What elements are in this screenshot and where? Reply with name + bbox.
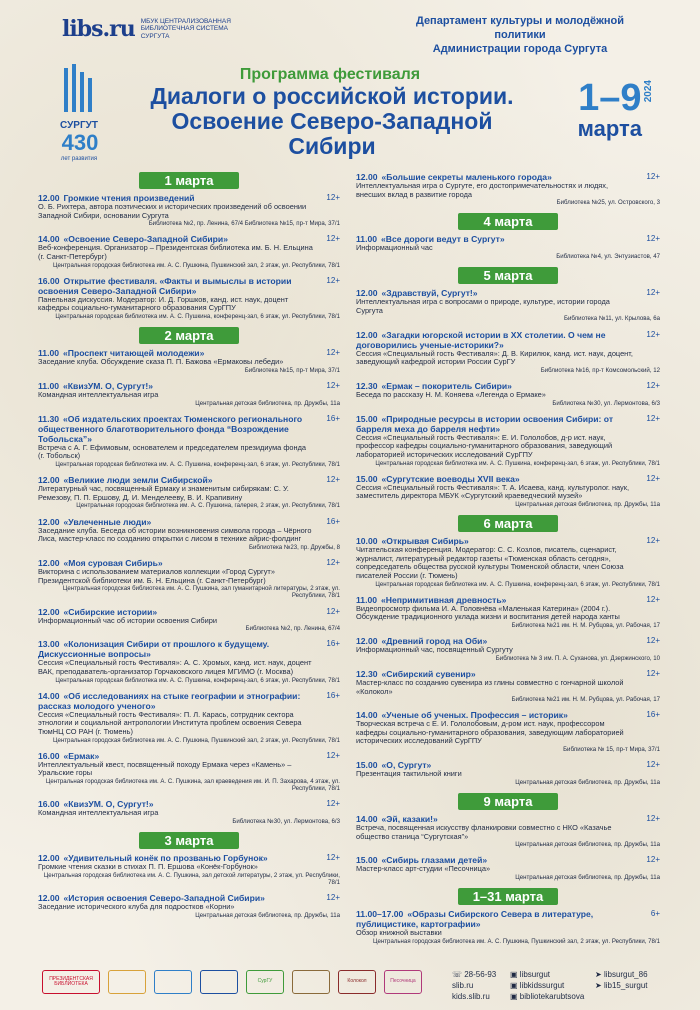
partner-logo: ПРЕЗИДЕНТСКАЯ БИБЛИОТЕКА bbox=[42, 970, 100, 994]
event-description: Обзор книжной выставки bbox=[356, 928, 442, 938]
event-time: 15.00 bbox=[356, 473, 378, 484]
age-rating: 12+ bbox=[326, 234, 340, 244]
partner-logo: СурГУ bbox=[246, 970, 284, 994]
partner-logos bbox=[42, 970, 422, 994]
vk-links bbox=[510, 969, 584, 1002]
event-title-row bbox=[356, 414, 634, 434]
event-title: Громкие чтения произведений bbox=[63, 193, 195, 203]
event-item bbox=[38, 193, 340, 227]
event-item bbox=[356, 909, 660, 945]
dates-month: марта bbox=[577, 116, 642, 141]
city-logo-caption: лет развития bbox=[60, 156, 98, 162]
event-description: Мастер-класс по созданию сувенира из глины совместно с гончарной школой «Колокол» bbox=[356, 677, 624, 696]
event-item bbox=[38, 799, 340, 825]
event-time: 15.00 bbox=[356, 855, 378, 866]
day-section bbox=[38, 832, 340, 919]
event-title: «Сибирские истории» bbox=[63, 606, 158, 617]
event-time: 12.00 bbox=[38, 193, 60, 203]
city-logo-name: СУРГУТ bbox=[60, 120, 98, 131]
event-location: Центральная детская библиотека, пр. Дружбы, 11а bbox=[515, 874, 660, 882]
age-rating: 12+ bbox=[646, 814, 660, 824]
day-section bbox=[356, 267, 660, 508]
event-location: Библиотека №25, ул. Островского, 3 bbox=[556, 199, 660, 207]
event-title: «Удивительный конёк по прозванью Горбунок» bbox=[63, 853, 268, 864]
age-rating: 12+ bbox=[326, 193, 340, 202]
event-title: «Об издательских проектах Тюменского регионального общественного благотворительного фонда “Возрождение Тобольска”» bbox=[38, 413, 303, 444]
vk-icon: ▣ bbox=[510, 970, 520, 979]
title-line-1: Диалоги о российской истории. bbox=[150, 83, 514, 109]
event-item bbox=[356, 288, 660, 322]
event-title: «Освоение Северо-Западной Сибири» bbox=[63, 234, 228, 245]
event-location: Центральная городская библиотека им. А. С. Пушкина, галерея, 2 этаж, ул. Республики, 78/1 bbox=[76, 502, 340, 510]
site-link-2[interactable]: kids.slib.ru bbox=[452, 992, 490, 1001]
event-description: Заседание клуба. Беседа об истории возникновения символа города – Чёрного Лиса, мастер-класс по созданию открытки с лисом в технике айрис-фолдинг bbox=[38, 525, 312, 544]
event-description: Громкие чтения сказки в стихах П. П. Ершова «Конёк-Горбунок» bbox=[38, 862, 258, 872]
event-time: 12.00 bbox=[38, 606, 60, 617]
event-title: «Моя суровая Сибирь» bbox=[63, 557, 163, 568]
event-description: Сессия «Специальный гость Фестиваля»: Т. А. Исаева, канд. культуролог. наук, заместитель директора МБУК «Сургутский краеведческий музей» bbox=[356, 482, 630, 501]
age-rating: 12+ bbox=[326, 557, 340, 567]
event-title: «Об исследованиях на стыке географии и этнографии: рассказ молодого ученого» bbox=[38, 690, 301, 711]
event-title: «Сибирский сувенир» bbox=[381, 668, 476, 679]
event-location: Центральная детская библиотека, пр. Дружбы, 11а bbox=[515, 778, 660, 786]
event-item bbox=[356, 636, 660, 662]
event-time: 11.00 bbox=[38, 348, 60, 359]
day-heading: 2 марта bbox=[139, 327, 239, 344]
event-title-row bbox=[38, 276, 314, 296]
event-location: Центральная детская библиотека, пр. Дружбы, 11а bbox=[195, 911, 340, 919]
event-item bbox=[356, 172, 660, 206]
event-item bbox=[38, 381, 340, 407]
event-time: 14.00 bbox=[38, 234, 60, 245]
program-label: Программа фестиваля bbox=[239, 66, 421, 83]
event-location: Библиотека №30, ул. Лермонтова, 6/3 bbox=[232, 817, 340, 825]
event-title: «Открывая Сибирь» bbox=[381, 536, 469, 547]
event-item bbox=[356, 536, 660, 588]
age-rating: 12+ bbox=[646, 594, 660, 604]
event-time: 15.00 bbox=[356, 760, 378, 771]
event-description: Интеллектуальный квест, посвященный походу Ермака через «Камень» – Уральские горы bbox=[38, 759, 292, 778]
event-location: Библиотека №16, пр-т Комсомольский, 12 bbox=[540, 366, 660, 374]
event-item bbox=[38, 751, 340, 793]
site-link-1[interactable]: slib.ru bbox=[452, 981, 474, 990]
event-description: Встреча с А. Г. Ефимовым, основателем и председателем президиума фонда (г. Тобольск) bbox=[38, 442, 307, 461]
age-rating: 12+ bbox=[326, 380, 340, 390]
event-item bbox=[38, 893, 340, 919]
event-time: 13.00 bbox=[38, 639, 60, 650]
day-heading: 5 марта bbox=[458, 267, 558, 284]
tg-link-1[interactable]: libsurgut_86 bbox=[603, 970, 648, 979]
event-location: Библиотека № 3 им. П. А. Суханова, ул. Дзержинского, 10 bbox=[495, 654, 660, 662]
department-block bbox=[390, 14, 650, 56]
event-time: 16.00 bbox=[38, 799, 60, 810]
event-title: «Увлеченные люди» bbox=[63, 516, 152, 527]
day-section bbox=[38, 172, 340, 320]
event-title-row bbox=[356, 330, 634, 350]
event-location: Библиотека №11, ул. Крылова, 6а bbox=[564, 315, 660, 323]
age-rating: 12+ bbox=[646, 288, 660, 298]
event-item bbox=[38, 558, 340, 600]
partner-logo bbox=[154, 970, 192, 994]
event-location: Библиотека №2, пр. Ленина, 67/4 bbox=[245, 625, 340, 633]
event-title-row bbox=[356, 909, 634, 929]
schedule-column-right bbox=[356, 172, 660, 952]
event-description: Литературный час, посвященный Ермаку и знаменитым сибирякам: С. У. Ремезову, П. П. Ершову, Д. И. Менделееву, В. И. Крапивину bbox=[38, 484, 289, 502]
event-title-row bbox=[38, 691, 314, 711]
event-title: «История освоения Северо-Западной Сибири» bbox=[63, 893, 265, 904]
day-heading: 1–31 марта bbox=[458, 888, 558, 905]
event-title: «Образы Сибирского Севера в литературе, публицистике, картографии» bbox=[356, 909, 594, 930]
event-time: 14.00 bbox=[356, 814, 378, 825]
age-rating: 12+ bbox=[646, 636, 660, 646]
telegram-links bbox=[595, 969, 648, 991]
event-item bbox=[38, 517, 340, 551]
age-rating: 12+ bbox=[326, 475, 340, 485]
event-item bbox=[356, 381, 660, 407]
event-description: Информационный час bbox=[356, 243, 433, 253]
event-location: Центральная городская библиотека им. А. С. Пушкина, конференц-зал, 6 этаж, ул. Республики, 78/1 bbox=[375, 459, 660, 467]
age-rating: 12+ bbox=[326, 275, 340, 285]
event-description: Читательская конференция. Модератор: С. С. Козлов, писатель, сценарист, журналист, литературный редактор газеты «Тюменская область сегодня», сопредседатель общества русской культуры Тюменской области, член Союза писателей России (г. Тюмень) bbox=[356, 545, 624, 580]
event-item bbox=[38, 607, 340, 633]
header bbox=[0, 0, 700, 180]
event-item bbox=[38, 348, 340, 374]
event-description: Командная интеллектуальная игра bbox=[38, 808, 159, 818]
event-location: Библиотека №23, пр. Дружбы, 8 bbox=[249, 543, 340, 551]
event-location: Центральная городская библиотека им. А. С. Пушкина, конференц-зал, 6 этаж, ул. Республики, 78/1 bbox=[55, 676, 340, 684]
event-location: Центральная детская библиотека, пр. Дружбы, 11а bbox=[515, 500, 660, 508]
event-title-row bbox=[38, 639, 314, 659]
age-rating: 12+ bbox=[326, 853, 340, 863]
age-rating: 12+ bbox=[646, 413, 660, 423]
event-location: Библиотека №4, ул. Энтузиастов, 47 bbox=[556, 252, 660, 260]
event-title: «Проспект читающей молодежи» bbox=[63, 348, 205, 359]
event-time: 12.00 bbox=[38, 853, 60, 864]
event-title: «Ученые об ученых. Профессия – историк» bbox=[381, 710, 568, 721]
event-title: «Сибирь глазами детей» bbox=[381, 855, 488, 866]
contacts bbox=[452, 969, 496, 1002]
day-section bbox=[356, 515, 660, 786]
library-logo bbox=[62, 16, 251, 42]
partner-logo: Песочница bbox=[384, 970, 422, 994]
partner-logo bbox=[200, 970, 238, 994]
age-rating: 12+ bbox=[646, 536, 660, 546]
day-section bbox=[356, 888, 660, 945]
event-description: Интеллектуальная игра о Сургуте, его достопримечательностях и людях, внесших вклад в развитие города bbox=[356, 181, 609, 199]
event-location: Центральная городская библиотека им. А. С. Пушкина, Пушкинский зал, 2 этаж, ул. Республики, 78/1 bbox=[373, 937, 660, 945]
event-title: «КвизУМ. О, Сургут!» bbox=[63, 380, 154, 391]
age-rating: 16+ bbox=[326, 639, 340, 649]
age-rating: 12+ bbox=[646, 329, 660, 339]
event-title: «Ермак – покоритель Сибири» bbox=[381, 380, 512, 391]
event-title-row bbox=[38, 414, 314, 444]
event-location: Центральная городская библиотека им. А. С. Пушкина, конференц-зал, 6 этаж, ул. Республики, 78/1 bbox=[55, 312, 340, 320]
event-item bbox=[356, 710, 660, 753]
event-item bbox=[356, 595, 660, 629]
title-line-3: Сибири bbox=[288, 133, 376, 159]
event-item bbox=[356, 814, 660, 848]
dates-range: 1–9 bbox=[578, 77, 642, 119]
event-description: Командная интеллектуальная игра bbox=[38, 389, 159, 399]
partner-logo: Колокол bbox=[338, 970, 376, 994]
event-location: Центральная городская библиотека им. А. С. Пушкина, Пушкинский зал, 2 этаж, ул. Республики, 78/1 bbox=[53, 736, 340, 744]
event-item bbox=[38, 639, 340, 683]
event-location: Центральная детская библиотека, пр. Дружбы, 11а bbox=[515, 841, 660, 849]
event-title: «Все дороги ведут в Сургут» bbox=[381, 234, 505, 245]
event-description: Информационный час, посвященный Сургуту bbox=[356, 645, 513, 655]
vk-link-3[interactable]: bibliotekarubtsova bbox=[519, 992, 585, 1001]
event-description: Веб-конференция. Организатор – Президентская библиотека им. Б. Н. Ельцина (г. Санкт-Петербург) bbox=[38, 243, 313, 261]
event-time: 12.00 bbox=[356, 288, 378, 299]
event-title: Открытие фестиваля. «Факты и вымыслы в истории освоения Северо-Западной Сибири» bbox=[38, 275, 292, 296]
age-rating: 16+ bbox=[326, 690, 340, 700]
event-description: Заседание клуба. Обсуждение сказа П. П. Бажова «Ермаковы лебеди» bbox=[38, 357, 284, 367]
event-title: «Природные ресурсы в истории освоения Сибири: от барреля меха до барреля нефти» bbox=[356, 413, 614, 434]
event-time: 14.00 bbox=[356, 710, 378, 721]
event-title: «Загадки югорской истории в XX столетии. О чем не договорились ученые-историки?» bbox=[356, 329, 606, 350]
day-section bbox=[38, 327, 340, 825]
event-description: Панельная дискуссия. Модератор: И. Д. Горшков, канд. ист. наук, доцент кафедры социально-гуманитарного образования СурГПУ bbox=[38, 294, 289, 313]
event-title: «Эй, казаки!» bbox=[381, 814, 438, 825]
event-title: «Сургутские воеводы XVII века» bbox=[381, 473, 520, 484]
event-time: 16.00 bbox=[38, 275, 60, 286]
day-heading: 1 марта bbox=[139, 172, 239, 189]
event-item bbox=[356, 760, 660, 786]
age-rating: 12+ bbox=[646, 234, 660, 244]
event-location: Центральная городская библиотека им. А. С. Пушкина, зал краеведения им. И. П. Захарова, 4 этаж, ул. Республики, 78/1 bbox=[45, 777, 340, 793]
event-description: Беседа по рассказу Н. М. Коняева «Легенда о Ермаке» bbox=[356, 389, 546, 399]
event-description: Сессия «Специальный гость Фестиваля»: Д. В. Кирилюк, канд. ист. наук, доцент, заведующий кафедрой истории России СурГУ bbox=[356, 348, 633, 367]
day-heading: 6 марта bbox=[458, 515, 558, 532]
event-item bbox=[356, 414, 660, 467]
event-location: Центральная городская библиотека им. А. С. Пушкина, конференц-зал, 6 этаж, ул. Республики, 78/1 bbox=[375, 580, 660, 588]
event-item bbox=[38, 475, 340, 509]
age-rating: 12+ bbox=[326, 750, 340, 760]
event-title: «КвизУМ. О, Сургут!» bbox=[63, 799, 154, 810]
event-description: Видеопросмотр фильма И. А. Головнёва «Маленькая Катерина» (2004 г.). Обсуждение традиционного уклада жизни и воспитания детей народа ханты bbox=[356, 603, 620, 622]
event-location: Центральная детская библиотека, пр. Дружбы, 11а bbox=[195, 399, 340, 407]
event-time: 11.00 bbox=[38, 380, 60, 391]
event-description: Презентация тактильной книги bbox=[356, 769, 462, 779]
event-item bbox=[356, 330, 660, 374]
event-title: «Великие люди земли Сибирской» bbox=[63, 475, 213, 486]
event-location: Библиотека №21 им. Н. М. Рубцова, ул. Рабочая, 17 bbox=[511, 621, 660, 629]
age-rating: 16+ bbox=[326, 413, 340, 423]
title-line-2: Освоение Северо-Западной bbox=[171, 108, 493, 134]
event-location: Центральная городская библиотека им. А. С. Пушкина, конференц-зал, 6 этаж, ул. Республики, 78/1 bbox=[55, 460, 340, 468]
event-time: 11.30 bbox=[38, 413, 60, 424]
event-time: 12.00 bbox=[38, 475, 60, 486]
event-description: О. Б. Рихтера, автора поэтических и исторических произведений об освоении Западной Сибири, основании Сургута bbox=[38, 202, 307, 220]
dates-year: 2024 bbox=[643, 80, 654, 103]
event-description: Интеллектуальная игра с вопросами о природе, культуре, истории города Сургута bbox=[356, 297, 610, 315]
event-item bbox=[356, 669, 660, 703]
event-description: Викторина с использованием материалов коллекции «Город Сургут» Президентской библиотеки им. Б. Н. Ельцина (г. Санкт-Петербург) bbox=[38, 566, 275, 585]
vk-icon: ▣ bbox=[510, 992, 520, 1001]
event-time: 12.00 bbox=[356, 329, 378, 340]
age-rating: 12+ bbox=[646, 172, 660, 181]
event-item bbox=[356, 474, 660, 508]
phone: ☏ 28-56-93 bbox=[452, 970, 497, 979]
surgut-430-logo bbox=[50, 62, 108, 172]
event-title: «Большие секреты маленького города» bbox=[381, 172, 552, 182]
age-rating: 12+ bbox=[326, 606, 340, 616]
library-logo-mark: libs.ru bbox=[62, 16, 135, 42]
event-description: Мастер-класс арт-студии «Песочница» bbox=[356, 864, 491, 874]
event-time: 12.30 bbox=[356, 668, 378, 679]
event-item bbox=[38, 853, 340, 886]
age-rating: 12+ bbox=[646, 668, 660, 678]
event-time: 11.00–17.00 bbox=[356, 909, 404, 920]
event-description: Информационный час об истории освоения Сибири bbox=[38, 615, 217, 625]
festival-title bbox=[112, 84, 552, 159]
event-description: Сессия «Специальный гость Фестиваля»: А. С. Хромых, канд. ист. наук, доцент ВАК, преподаватель-организатор Горчаковского лицея МГИМО (г. Москва) bbox=[38, 658, 312, 676]
event-location: Центральная городская библиотека им. А. С. Пушкина, зал гуманитарной литературы, 2 этаж, ул. Республики, 78/1 bbox=[62, 585, 340, 600]
event-location: Центральная городская библиотека им. А. С. Пушкина, Пушкинский зал, 2 этаж, ул. Республики, 78/1 bbox=[53, 261, 340, 269]
department-line-1: Департамент культуры и молодёжной политики bbox=[415, 15, 625, 41]
event-description: Заседание исторического клуба для подростков «Корни» bbox=[38, 902, 235, 912]
event-description: Творческая встреча с Е. И. Гололобовым, д-ром ист. наук, профессором кафедры социально-гуманитарного образования, заведующим лабораторией исторических исследований СурГПУ bbox=[356, 719, 624, 746]
event-title: «Непримитивная древность» bbox=[381, 594, 507, 605]
day-section bbox=[356, 793, 660, 881]
event-time: 12.00 bbox=[356, 636, 378, 647]
event-item bbox=[356, 234, 660, 260]
city-logo-number: 430 bbox=[61, 130, 99, 155]
event-time: 12.00 bbox=[356, 172, 378, 182]
partner-logo bbox=[108, 970, 146, 994]
schedule-column-left bbox=[38, 172, 340, 926]
day-heading: 9 марта bbox=[458, 793, 558, 810]
event-description: Сессия «Специальный гость Фестиваля»: Е. И. Гололобов, д-р ист. наук, профессор кафедры социально-гуманитарного образования, заведующий лабораторией исторических исследований СурГПУ bbox=[356, 432, 613, 459]
event-description: Сессия «Специальный гость Фестиваля»: П. Л. Карась, сотрудник сектора этнологии и социальной антропологии Института проблем освоения Севера ТюмНЦ СО РАН (г. Тюмень) bbox=[38, 709, 302, 736]
age-rating: 12+ bbox=[646, 760, 660, 770]
telegram-icon: ➤ bbox=[595, 970, 604, 979]
vk-icon: ▣ bbox=[510, 981, 520, 990]
day-heading: 4 марта bbox=[458, 213, 558, 230]
vk-link-1[interactable]: libsurgut bbox=[519, 970, 551, 979]
event-location: Библиотека №30, ул. Лермонтова, 6/3 bbox=[552, 399, 660, 407]
event-time: 16.00 bbox=[38, 750, 60, 761]
event-location: Центральная городская библиотека им. А. С. Пушкина, зал детской литературы, 2 этаж, ул. Республики, 78/1 bbox=[43, 871, 340, 886]
event-time: 11.00 bbox=[356, 594, 378, 605]
event-title: «Ермак» bbox=[63, 750, 100, 761]
tg-link-2[interactable]: lib15_surgut bbox=[603, 981, 648, 990]
event-time: 12.00 bbox=[38, 516, 60, 527]
day-section bbox=[356, 172, 660, 206]
event-description: Встреча, посвященная искусству фланкировки совместно с НКО «Казачье общество станица “Сургутская”» bbox=[356, 823, 612, 841]
footer bbox=[0, 968, 700, 1010]
event-title: «О, Сургут» bbox=[381, 760, 432, 771]
event-item bbox=[356, 855, 660, 881]
event-title: «Здравствуй, Сургут!» bbox=[381, 288, 478, 299]
event-item bbox=[38, 276, 340, 320]
age-rating: 6+ bbox=[650, 909, 660, 919]
event-time: 10.00 bbox=[356, 536, 378, 547]
age-rating: 12+ bbox=[646, 380, 660, 390]
event-time: 12.30 bbox=[356, 380, 378, 391]
age-rating: 16+ bbox=[326, 516, 340, 526]
event-item bbox=[38, 691, 340, 744]
age-rating: 12+ bbox=[326, 348, 340, 358]
age-rating: 12+ bbox=[326, 893, 340, 903]
event-location: Библиотека №2, пр. Ленина, 67/4 Библиотека №15, пр-т Мира, 37/1 bbox=[148, 220, 340, 228]
event-time: 15.00 bbox=[356, 413, 378, 424]
day-section bbox=[356, 213, 660, 260]
event-time: 14.00 bbox=[38, 690, 60, 701]
vk-link-2[interactable]: libkidssurgut bbox=[519, 981, 565, 990]
day-heading: 3 марта bbox=[139, 832, 239, 849]
age-rating: 12+ bbox=[646, 473, 660, 483]
event-time: 12.00 bbox=[38, 557, 60, 568]
event-title: «Колонизация Сибири от прошлого к будущему. Дискуссионные вопросы» bbox=[38, 639, 270, 660]
age-rating: 12+ bbox=[326, 799, 340, 809]
department-line-2: Администрации города Сургута bbox=[432, 43, 608, 55]
event-time: 12.00 bbox=[38, 893, 60, 904]
age-rating: 12+ bbox=[646, 855, 660, 865]
event-item bbox=[38, 414, 340, 468]
event-item bbox=[38, 234, 340, 268]
event-location: Библиотека № 15, пр-т Мира, 37/1 bbox=[563, 746, 660, 754]
event-location: Библиотека №15, пр-т Мира, 37/1 bbox=[244, 366, 340, 374]
event-location: Библиотека №21 им. Н. М. Рубцова, ул. Рабочая, 17 bbox=[511, 696, 660, 704]
partner-logo bbox=[292, 970, 330, 994]
festival-dates bbox=[577, 77, 654, 141]
library-name: МБУК ЦЕНТРАЛИЗОВАННАЯ БИБЛИОТЕЧНАЯ СИСТЕМА СУРГУТА bbox=[140, 17, 231, 40]
telegram-icon: ➤ bbox=[595, 981, 604, 990]
age-rating: 16+ bbox=[646, 710, 660, 720]
event-title: «Древний город на Оби» bbox=[381, 636, 488, 647]
event-time: 11.00 bbox=[356, 234, 378, 245]
